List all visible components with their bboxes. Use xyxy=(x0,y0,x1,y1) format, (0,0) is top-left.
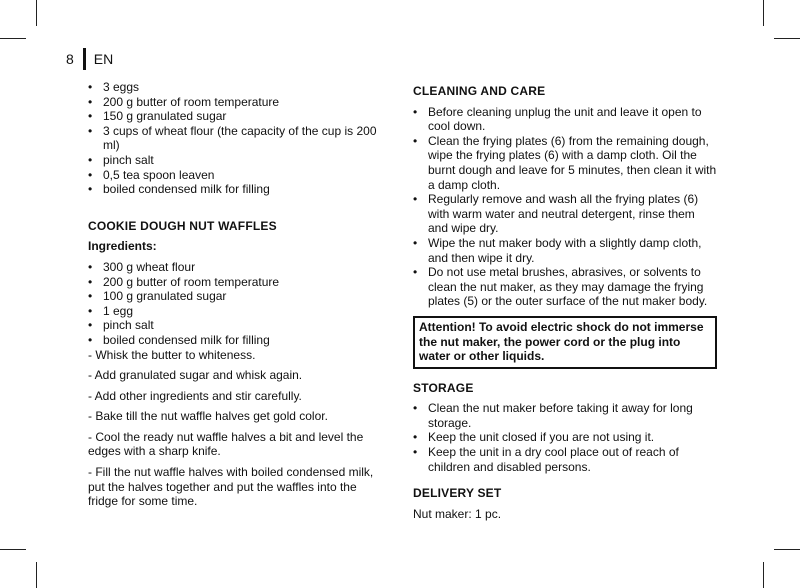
recipe-title: COOKIE DOUGH NUT WAFFLES xyxy=(88,218,277,233)
list-item: • 150 g granulated sugar xyxy=(88,109,388,124)
list-item: • Keep the unit closed if you are not using it. xyxy=(413,430,717,445)
right-column xyxy=(413,80,717,521)
ingredients-list xyxy=(88,260,388,348)
recipe-step: - Cool the ready nut waffle halves a bit and level the edges with a sharp knife. xyxy=(88,429,364,459)
list-item: • 1 egg xyxy=(88,304,388,319)
recipe-step: - Fill the nut waffle halves with boiled condensed milk, put the halves together and put the waffles into the fridge for some time. xyxy=(88,465,374,509)
list-item: • Wipe the nut maker body with a slightly damp cloth, and then wipe it dry. xyxy=(413,236,717,265)
crop-mark xyxy=(36,562,37,588)
crop-mark xyxy=(763,0,764,26)
list-item: • Before cleaning unplug the unit and leave it open to cool down. xyxy=(413,105,717,134)
language-label: EN xyxy=(93,51,114,67)
crop-mark xyxy=(774,38,800,39)
list-item: • 200 g butter of room temperature xyxy=(88,95,388,110)
list-item: • 100 g granulated sugar xyxy=(88,289,388,304)
list-item: • Do not use metal brushes, abrasives, or solvents to clean the nut maker, as they may damage the frying plates (5) or the outer surface of the nut maker body. xyxy=(413,265,717,309)
list-item: • 3 eggs xyxy=(88,80,388,95)
list-item: • Keep the unit in a dry cool place out of reach of children and disabled persons. xyxy=(413,445,717,474)
list-item: • boiled condensed milk for filling xyxy=(88,182,388,197)
page-header xyxy=(66,48,113,70)
delivery-title: DELIVERY SET xyxy=(413,486,502,501)
recipe-step: - Bake till the nut waffle halves get gold color. xyxy=(88,409,328,424)
warning-box: Attention! To avoid electric shock do not immerse the nut maker, the power cord or the plug into water or other liquids. xyxy=(413,316,717,369)
recipe-step: - Add other ingredients and stir carefully. xyxy=(88,388,302,403)
list-item: • Clean the nut maker before taking it away for long storage. xyxy=(413,401,717,430)
list-item: • pinch salt xyxy=(88,153,388,168)
recipe-step: - Add granulated sugar and whisk again. xyxy=(88,368,303,383)
left-column xyxy=(88,80,388,509)
recipe-step: - Whisk the butter to whiteness. xyxy=(88,347,256,362)
list-item: • 3 cups of wheat flour (the capacity of the cup is 200 ml) xyxy=(88,124,388,153)
crop-mark xyxy=(0,549,26,550)
ingredients-label: Ingredients: xyxy=(88,239,157,254)
list-item: • boiled condensed milk for filling xyxy=(88,333,388,348)
cleaning-title: CLEANING AND CARE xyxy=(413,84,546,98)
crop-mark xyxy=(774,549,800,550)
list-item: • 300 g wheat flour xyxy=(88,260,388,275)
header-divider xyxy=(83,48,86,70)
page-number: 8 xyxy=(66,51,74,67)
crop-mark xyxy=(0,38,26,39)
crop-mark xyxy=(36,0,37,26)
list-item: • 200 g butter of room temperature xyxy=(88,275,388,290)
list-item: • pinch salt xyxy=(88,318,388,333)
crop-mark xyxy=(763,562,764,588)
cleaning-list xyxy=(413,105,717,309)
delivery-text: Nut maker: 1 pc. xyxy=(413,506,502,521)
list-item: • 0,5 tea spoon leaven xyxy=(88,168,388,183)
list-item: • Clean the frying plates (6) from the remaining dough, wipe the frying plates (6) with a damp cloth. Oil the burnt dough and leave for 5 minutes, then clean it with a damp cloth. xyxy=(413,134,717,192)
ingredients-list-top xyxy=(88,80,388,197)
list-item: • Regularly remove and wash all the frying plates (6) with warm water and neutral detergent, rinse them and wipe dry. xyxy=(413,192,717,236)
storage-list xyxy=(413,401,717,474)
storage-title: STORAGE xyxy=(413,380,474,395)
